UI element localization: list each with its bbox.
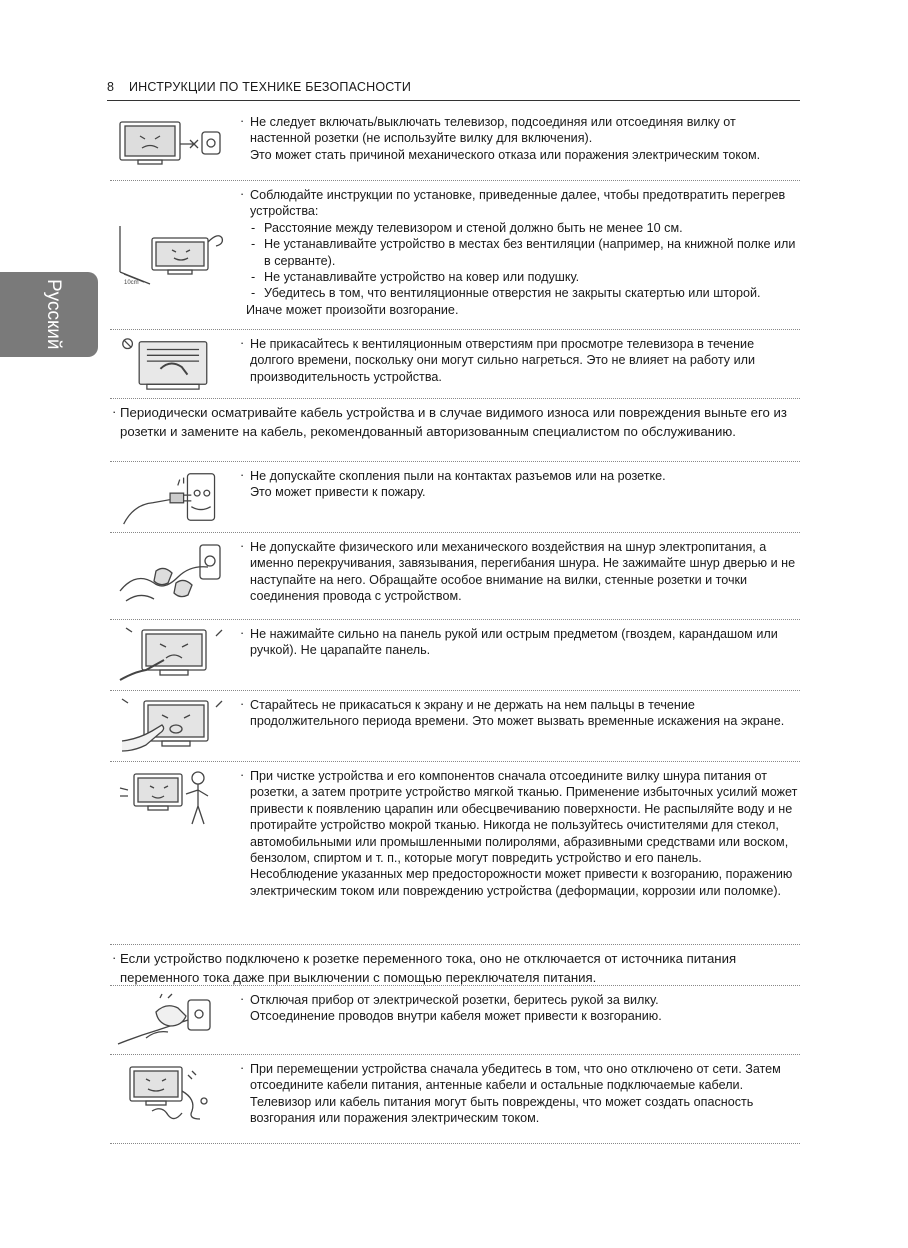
item-text: Это может стать причиной механического отказа или поражения электрическим током. [250, 147, 761, 162]
safety-item-moving [110, 1055, 800, 1144]
safety-list [110, 108, 800, 1144]
item-text: · Соблюдайте инструкции по установке, приведенные далее, чтобы предотвратить перегрев устройства: [238, 187, 800, 220]
item-text: · Не прикасайтесь к вентиляционным отверстиям при просмотре телевизора в течение долгого времени, поскольку они могут сильно нагреться. Это не влияет на работу или производительность устройства. [238, 336, 800, 385]
item-text: · Не нажимайте сильно на панель рукой или острым предметом (гвоздем, карандашом или ручкой). Не царапайте панель. [238, 626, 800, 659]
distance-label: 10cm [124, 280, 139, 286]
item-subpoint: - Не устанавливайте устройство на ковер или подушку. [238, 269, 800, 285]
tv-scratch-illustration [116, 626, 228, 684]
safety-item-vents-hot [110, 330, 800, 399]
language-tab-label: Русский [43, 278, 64, 350]
item-text: · Если устройство подключено к розетке переменного тока, оно не отключается от источника питания переменного тока даже при выключении с помощью переключателя питания. [110, 949, 800, 987]
safety-item-unplug-by-plug [110, 986, 800, 1055]
safety-item-cable-inspection [110, 399, 800, 462]
item-text: · Старайтесь не прикасаться к экрану и не держать на нем пальцы в течение продолжительного периода времени. Это может вызвать временные искажения на экране. [238, 697, 800, 730]
page-number: 8 [107, 80, 115, 94]
safety-item-ac-power [110, 945, 800, 986]
section-title: ИНСТРУКЦИИ ПО ТЕХНИКЕ БЕЗОПАСНОСТИ [129, 80, 412, 94]
item-text: Телевизор или кабель питания могут быть повреждены, что может создать опасность возгорания или поражения электрическим током. [250, 1094, 754, 1126]
person-cleaning-tv-illustration [116, 768, 228, 828]
item-text: · При перемещении устройства сначала убедитесь в том, что оно отключено от сети. Затем отсоедините кабели питания, антенные кабели и остальные подключаемые кабели. [238, 1061, 800, 1094]
safety-item-ventilation-install [110, 181, 800, 330]
item-text: · Отключая прибор от электрической розетки, беритесь рукой за вилку. [238, 992, 800, 1008]
item-text: · Не следует включать/выключать телевизор, подсоединяя или отсоединяя вилку от настенной розетки (не используйте вилку для включения). [238, 114, 800, 147]
hand-unplug-illustration [116, 992, 228, 1048]
language-tab [0, 272, 98, 357]
item-text: Иначе может произойти возгорание. [246, 302, 459, 317]
tv-unplug-illustration [116, 114, 228, 174]
item-text: Отсоединение проводов внутри кабеля может привести к возгоранию. [250, 1009, 662, 1024]
page-header [107, 80, 800, 101]
item-text: · Не допускайте скопления пыли на контактах разъемов или на розетке. [238, 468, 800, 484]
item-text: Это может привести к пожару. [250, 485, 426, 500]
safety-item-cord-damage [110, 533, 800, 620]
safety-item-dust [110, 462, 800, 533]
tv-finger-illustration [116, 697, 228, 755]
safety-item-power-plug [110, 108, 800, 181]
dusty-plug-illustration [116, 468, 228, 526]
item-text: · При чистке устройства и его компонентов сначала отсоедините вилку шнура питания от розетки, а затем протрите устройство мягкой тканью. Применение избыточных усилий может привести к появлению царапин или обесцвечиванию поверхности. Не распыляйте воду и не протирайте устройство мокрой тканью. Никогда не пользуйтесь очистителями для стекол, автомобильными или промышленными полиролями, абразивными средствами или воском, бензолом, спиртом и т. п., которые могут повредить устройство и его панель. [238, 768, 800, 866]
item-text: Несоблюдение указанных мер предосторожности может привести к возгоранию, поражению электрическим током или повреждению устройства (деформации, коррозии или поломке). [250, 867, 793, 898]
item-text: · Не допускайте физического или механического воздействия на шнур электропитания, а именно перекручивания, завязывания, перегибания шнура. Не зажимайте шнур дверью и не наступайте на него. Обращайте особое внимание на вилки, стенные розетки и точки соединения провода с устройством. [238, 539, 800, 605]
item-subpoint: - Убедитесь в том, что вентиляционные отверстия не закрыты скатертью или шторой. [238, 285, 800, 301]
tv-disconnect-cables-illustration [116, 1061, 228, 1123]
safety-item-cleaning [110, 762, 800, 945]
item-text: · Периодически осматривайте кабель устройства и в случае видимого износа или повреждения выньте его из розетки и замените на кабель, рекомендованный авторизованным специалистом по обслуживанию. [110, 403, 800, 441]
tv-wall-distance-illustration [116, 187, 228, 323]
item-subpoint: - Расстояние между телевизором и стеной должно быть не менее 10 см. [238, 220, 800, 236]
item-subpoint: - Не устанавливайте устройство в местах без вентиляции (например, на книжной полке или в серванте). [238, 236, 800, 269]
twisted-cord-illustration [116, 539, 228, 613]
tv-vents-illustration [116, 336, 228, 392]
safety-item-screen-touch [110, 691, 800, 762]
safety-item-panel-pressure [110, 620, 800, 691]
